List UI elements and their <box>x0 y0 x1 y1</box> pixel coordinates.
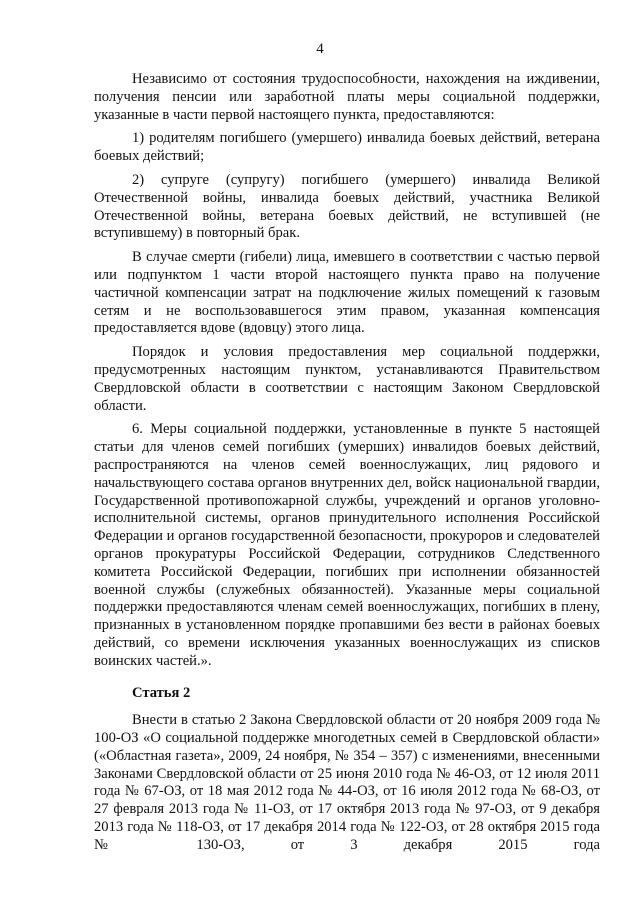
paragraph-independence: Независимо от состояния трудоспособности, нахождения на иждивении, получения пенсии или заработной платы меры социальной поддержки, указанные в части первой настоящего пункта, предоставляются: <box>94 71 600 123</box>
paragraph-item-1-parents: 1) родителям погибшего (умершего) инвалида боевых действий, ветерана боевых действий; <box>94 130 600 165</box>
article-2-heading: Статья 2 <box>132 684 191 701</box>
paragraph-item-2-spouse: 2) супруге (супругу) погибшего (умершего) инвалида Великой Отечественной войны, инвалида боевых действий, участника Великой Отечественной войны, ветерана боевых действий, не вступившей (не вступившему) в повторный брак. <box>94 171 600 242</box>
paragraph-death-compensation: В случае смерти (гибели) лица, имевшего в соответствии с частью первой или подпунктом 1 части второй настоящего пункта право на получение частичной компенсации затрат на подключение жилых помещений к газовым сетям и не воспользовавшегося этим правом, указанная компенсация предоставляется вдове (вдовцу) этого лица. <box>94 249 600 337</box>
paragraph-procedure: Порядок и условия предоставления мер социальной поддержки, предусмотренных настоящим пунктом, устанавливаются Правительством Свердловской области в соответствии с настоящим Законом Свердловской области. <box>94 344 600 414</box>
document-body <box>94 71 600 855</box>
paragraph-point-6: 6. Меры социальной поддержки, установленные в пункте 5 настоящей статьи для членов семей погибших (умерших) инвалидов боевых действий, распространяются на членов семей военнослужащих, лиц рядового и начальствующего состава органов внутренних дел, войск национальной гвардии, Государственной противопожарной службы, учреждений и органов уголовно-исполнительной системы, органов принудительного исполнения Российской Федерации и органов государственной безопасности, прокуроров и следователей органов прокуратуры Российской Федерации, сотрудников Следственного комитета Российской Федерации, погибших при исполнении обязанностей военной службы (служебных обязанностей). Указанные меры социальной поддержки предоставляются членам семей военнослужащих, погибших в плену, признанных в установленном порядке пропавшими без вести в районах боевых действий, со времени исключения указанных военнослужащих из списков воинских частей.». <box>94 421 600 669</box>
page-number: 4 <box>316 41 324 57</box>
paragraph-article-2-amendment: Внести в статью 2 Закона Свердловской области от 20 ноября 2009 года № 100-ОЗ «О социальной поддержке многодетных семей в Свердловской области» («Областная газета», 2009, 24 ноября, № 354 – 357) с изменениями, внесенными Законами Свердловской области от 25 июня 2010 года № 46-ОЗ, от 12 июля 2011 года № 67-ОЗ, от 18 мая 2012 года № 44-ОЗ, от 16 июля 2012 года № 68-ОЗ, от 27 февраля 2013 года № 11-ОЗ, от 17 октября 2013 года № 97-ОЗ, от 9 декабря 2013 года № 118-ОЗ, от 17 декабря 2014 года № 122-ОЗ, от 28 октября 2015 года № 130-ОЗ, от 3 декабря 2015 года <box>94 712 600 853</box>
